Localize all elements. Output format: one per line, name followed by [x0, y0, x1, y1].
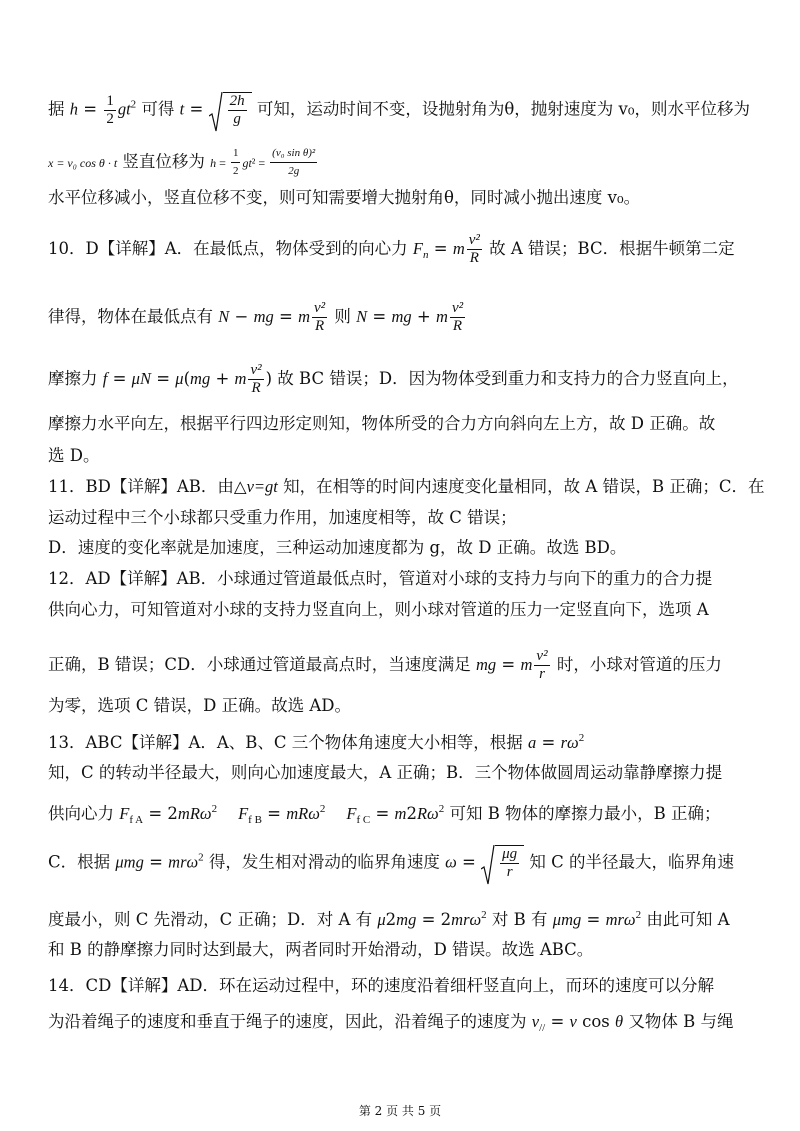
p14-line-2: 为沿着绳子的速度和垂直于绳子的速度，因此，沿着绳子的速度为 $v_{//} = v$ cos θ 又物体 B 与绳: [48, 1012, 734, 1034]
text: 可得: [141, 99, 175, 119]
formula-dv: v=gt: [246, 477, 278, 496]
text: 11．BD【详解】AB．由△: [48, 477, 247, 496]
text: 据: [48, 99, 65, 119]
text: 对 B 有: [491, 910, 548, 929]
p10-line-2: 律得，物体在最低点有 N − mg = m $\frac{\text{v²}}{R}$ 则 N = mg + m $\frac{\text{v²}}{R}$: [48, 300, 464, 334]
text: 故 A 错误；BC．根据牛顿第二定: [489, 239, 735, 258]
text: 正确，B 错误；CD．小球通过管道最高点时，当速度满足: [48, 655, 471, 674]
fraction-half: $\frac{1}{2}$: [106, 92, 114, 127]
p10-line-1: 10．D【详解】A．在最低点，物体受到的向心力 $F_n = m$ $\frac{\text{v²}}{R}$ 故 A 错误；BC．根据牛顿第二定: [48, 232, 735, 266]
text: 得，发生相对滑动的临界角速度: [208, 852, 440, 872]
p12-line-3: 正确，B 错误；CD．小球通过管道最高点时，当速度满足 mg = m $\frac{\text{v²}}{r}$ 时，小球对管道的压力: [48, 648, 722, 682]
p9-line-3: 水平位移减小，竖直位移不变，则可知需要增大抛射角θ，同时减小抛出速度 v₀。: [48, 188, 641, 207]
p11-line-3: D．速度的变化率就是加速度，三种运动加速度都为 g，故 D 正确。故选 BD。: [48, 538, 627, 557]
p11-line-2: 运动过程中三个小球都只受重力作用，加速度相等，故 C 错误；: [48, 508, 517, 527]
text: 竖直位移为: [122, 152, 205, 171]
p10-line-5: 选 D。: [48, 446, 100, 465]
text: 知 C 的半径最大，临界角速: [529, 852, 735, 872]
text: 律得，物体在最低点有: [48, 307, 213, 326]
sqrt-ug-over-r: $\frac{\mu g}{r}$: [481, 845, 524, 881]
text: 由此可知 A: [646, 910, 730, 929]
text: 度最小，则 C 先滑动，C 正确；D．对 A 有: [48, 910, 373, 929]
text: C．根据: [48, 852, 111, 872]
text: 可知 B 物体的摩擦力最小，B 正确；: [449, 804, 721, 823]
p9-line-1: 据 h = $\frac{1}{2}$ $gt^2$ 可得 t = $\frac{2h}{g}$ 可知，运动时间不变，设抛射角为θ，抛射速度为 v₀，则水平位移为: [48, 92, 750, 128]
text: 故 BC 错误；D．因为物体受到重力和支持力的合力竖直向上，: [277, 369, 739, 388]
text: 可知，运动时间不变，设抛射角为θ，抛射速度为 v₀，则水平位移为: [256, 99, 750, 119]
p12-line-2: 供向心力，可知管道对小球的支持力竖直向上，则小球对管道的压力一定竖直向下，选项 A: [48, 600, 709, 619]
p13-line-5: 度最小，则 C 先滑动，C 正确；D．对 A 有 μ2mg = 2mrω$^2$ 对 B 有 μmg = mrω$^2$ 由此可知 A: [48, 909, 730, 929]
text: 为沿着绳子的速度和垂直于绳子的速度，因此，沿着绳子的速度为: [48, 1012, 527, 1031]
p13-line-4: C．根据 μmg = mrω$^2$ 得，发生相对滑动的临界角速度 ω = $\frac{\mu g}{r}$ 知 C 的半径最大，临界角速: [48, 845, 734, 881]
p13-line-2: 知，C 的转动半径最大，则向心加速度最大，A 正确；B．三个物体做圆周运动靠静摩擦力提: [48, 763, 723, 782]
formula-x: x = v₀ cos θ · t: [48, 156, 118, 170]
p12-line-4: 为零，选项 C 错误，D 正确。故选 AD。: [48, 696, 351, 715]
p9-line-2: x = v₀ cos θ · t 竖直位移为 h = $\frac{1}{2}$ gt² = $\frac{\text{(v₀ sin θ)²}}{2g}$: [48, 147, 316, 177]
p10-line-4: 摩擦力水平向左，根据平行四边形定则知，物体所受的合力方向斜向左上方，故 D 正确。故: [48, 414, 716, 433]
sqrt-2h-over-g: $\frac{2h}{g}$: [209, 92, 252, 128]
text: 供向心力: [48, 804, 114, 823]
p13-line-1: 13．ABC【详解】A．A、B、C 三个物体角速度大小相等，根据 $a = r\omega^2$: [48, 732, 585, 752]
p10-line-3: 摩擦力 f = μN = μ(mg + m $\frac{\text{v²}}{R}$ ) 故 BC 错误；D．因为物体受到重力和支持力的合力竖直向上，: [48, 362, 739, 396]
p11-line-1: [48, 477, 765, 497]
p13-line-6: 和 B 的静摩擦力同时达到最大，两者同时开始滑动，D 错误。故选 ABC。: [48, 940, 594, 959]
text: 10．D【详解】A．在最低点，物体受到的向心力: [48, 239, 408, 258]
text: 则: [334, 307, 351, 326]
p12-line-1: 12．AD【详解】AB．小球通过管道最低点时，管道对小球的支持力与向下的重力的合力提: [48, 569, 713, 588]
formula-h: h: [69, 99, 78, 119]
text: 摩擦力: [48, 369, 98, 388]
text: 13．ABC【详解】A．A、B、C 三个物体角速度大小相等，根据: [48, 733, 523, 752]
p14-line-1: 14．CD【详解】AD．环在运动过程中，环的速度沿着细杆竖直向上，而环的速度可以分解: [48, 976, 714, 995]
page-footer: 第 2 页 共 5 页: [358, 1104, 442, 1118]
p13-line-3: 供向心力 $F_{f A} = 2mR\omega^2$ $F_{f B} = mR\omega^2$ $F_{f C} = m2R\omega^2$ 可知 B 物体的摩擦力最小，B 正确；: [48, 803, 721, 826]
text: 又物体 B 与绳: [628, 1012, 734, 1031]
text: 知，在相等的时间内速度变化量相同，故 A 错误，B 正确；C．在: [277, 477, 765, 496]
text: 时，小球对管道的压力: [556, 655, 722, 674]
